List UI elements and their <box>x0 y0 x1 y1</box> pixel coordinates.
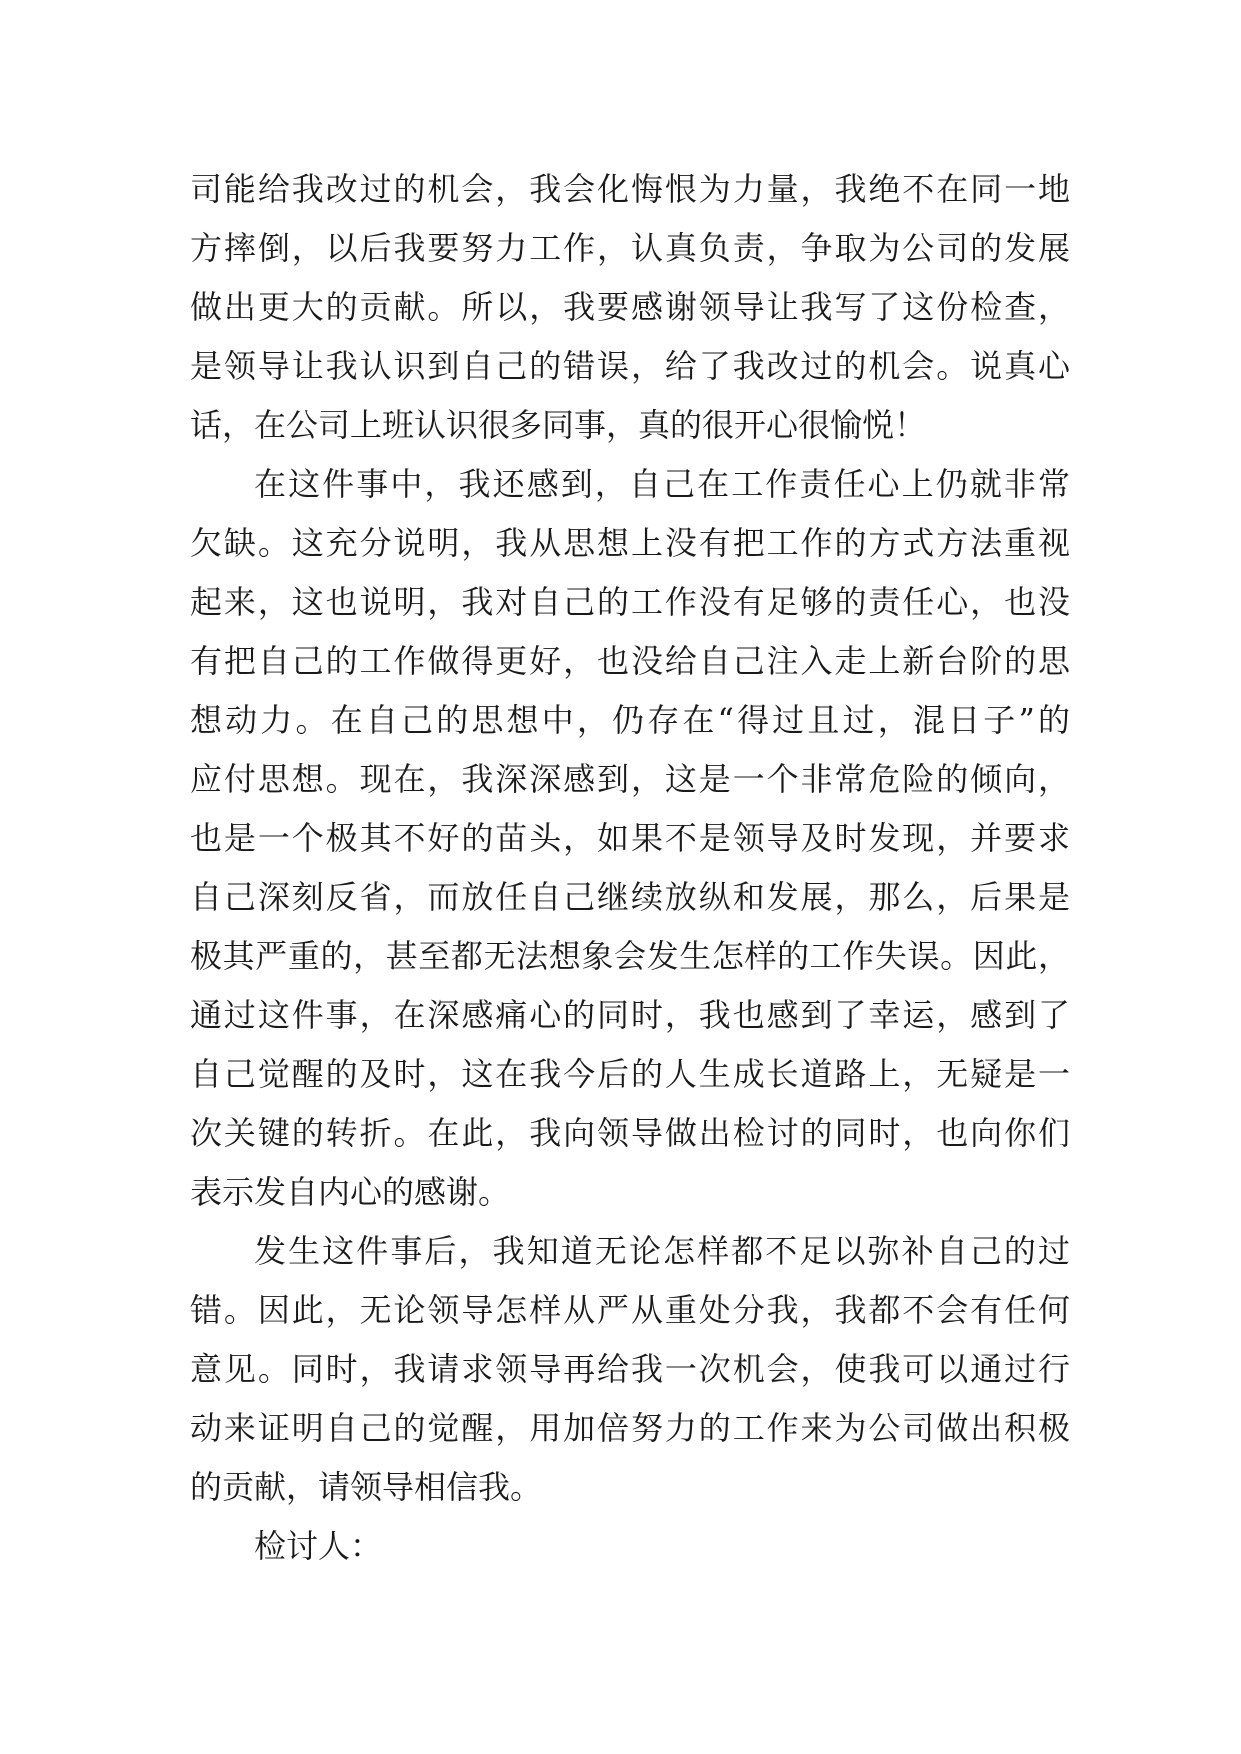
text-line: 通过这件事，在深感痛心的同时，我也感到了幸运，感到了 <box>190 996 1070 1034</box>
text-line: 错。因此，无论领导怎样从严从重处分我，我都不会有任何 <box>190 1291 1070 1329</box>
text-line: 起来，这也说明，我对自己的工作没有足够的责任心，也没 <box>190 583 1070 621</box>
text-line: 自己深刻反省，而放任自己继续放纵和发展，那么，后果是 <box>190 878 1070 916</box>
paragraph-3 <box>190 1222 1070 1517</box>
text-line: 次关键的转折。在此，我向领导做出检讨的同时，也向你们 <box>190 1114 1070 1152</box>
document-body <box>190 160 1070 1576</box>
text-line: 的贡献，请领导相信我。 <box>190 1468 543 1506</box>
paragraph-1 <box>190 160 1070 455</box>
text-line: 应付思想。现在，我深深感到，这是一个非常危险的倾向， <box>190 760 1070 798</box>
text-line: 极其严重的，甚至都无法想象会发生怎样的工作失误。因此， <box>190 937 1070 975</box>
paragraph-2 <box>190 455 1070 1222</box>
signature-label: 检讨人： <box>254 1527 383 1565</box>
text-line: 做出更大的贡献。所以，我要感谢领导让我写了这份检查， <box>190 288 1070 326</box>
text-line: 动来证明自己的觉醒，用加倍努力的工作来为公司做出积极 <box>190 1409 1070 1447</box>
text-line: 在这件事中，我还感到，自己在工作责任心上仍就非常 <box>254 465 1070 503</box>
text-line: 发生这件事后，我知道无论怎样都不足以弥补自己的过 <box>254 1232 1070 1270</box>
signature-paragraph <box>190 1517 1070 1576</box>
text-line: 意见。同时，我请求领导再给我一次机会，使我可以通过行 <box>190 1350 1070 1388</box>
text-line: 也是一个极其不好的苗头，如果不是领导及时发现，并要求 <box>190 819 1070 857</box>
text-line: 表示发自内心的感谢。 <box>190 1173 511 1211</box>
text-line: 方摔倒，以后我要努力工作，认真负责，争取为公司的发展 <box>190 229 1070 267</box>
text-line: 话，在公司上班认识很多同事，真的很开心很愉悦！ <box>190 406 927 444</box>
text-line: 是领导让我认识到自己的错误，给了我改过的机会。说真心 <box>190 347 1070 385</box>
text-line: 欠缺。这充分说明，我从思想上没有把工作的方式方法重视 <box>190 524 1070 562</box>
text-line: 有把自己的工作做得更好，也没给自己注入走上新台阶的思 <box>190 642 1070 680</box>
text-line: 司能给我改过的机会，我会化悔恨为力量，我绝不在同一地 <box>190 170 1070 208</box>
text-line: 想动力。在自己的思想中，仍存在“得过且过，混日子”的 <box>190 701 1070 739</box>
text-line: 自己觉醒的及时，这在我今后的人生成长道路上，无疑是一 <box>190 1055 1070 1093</box>
